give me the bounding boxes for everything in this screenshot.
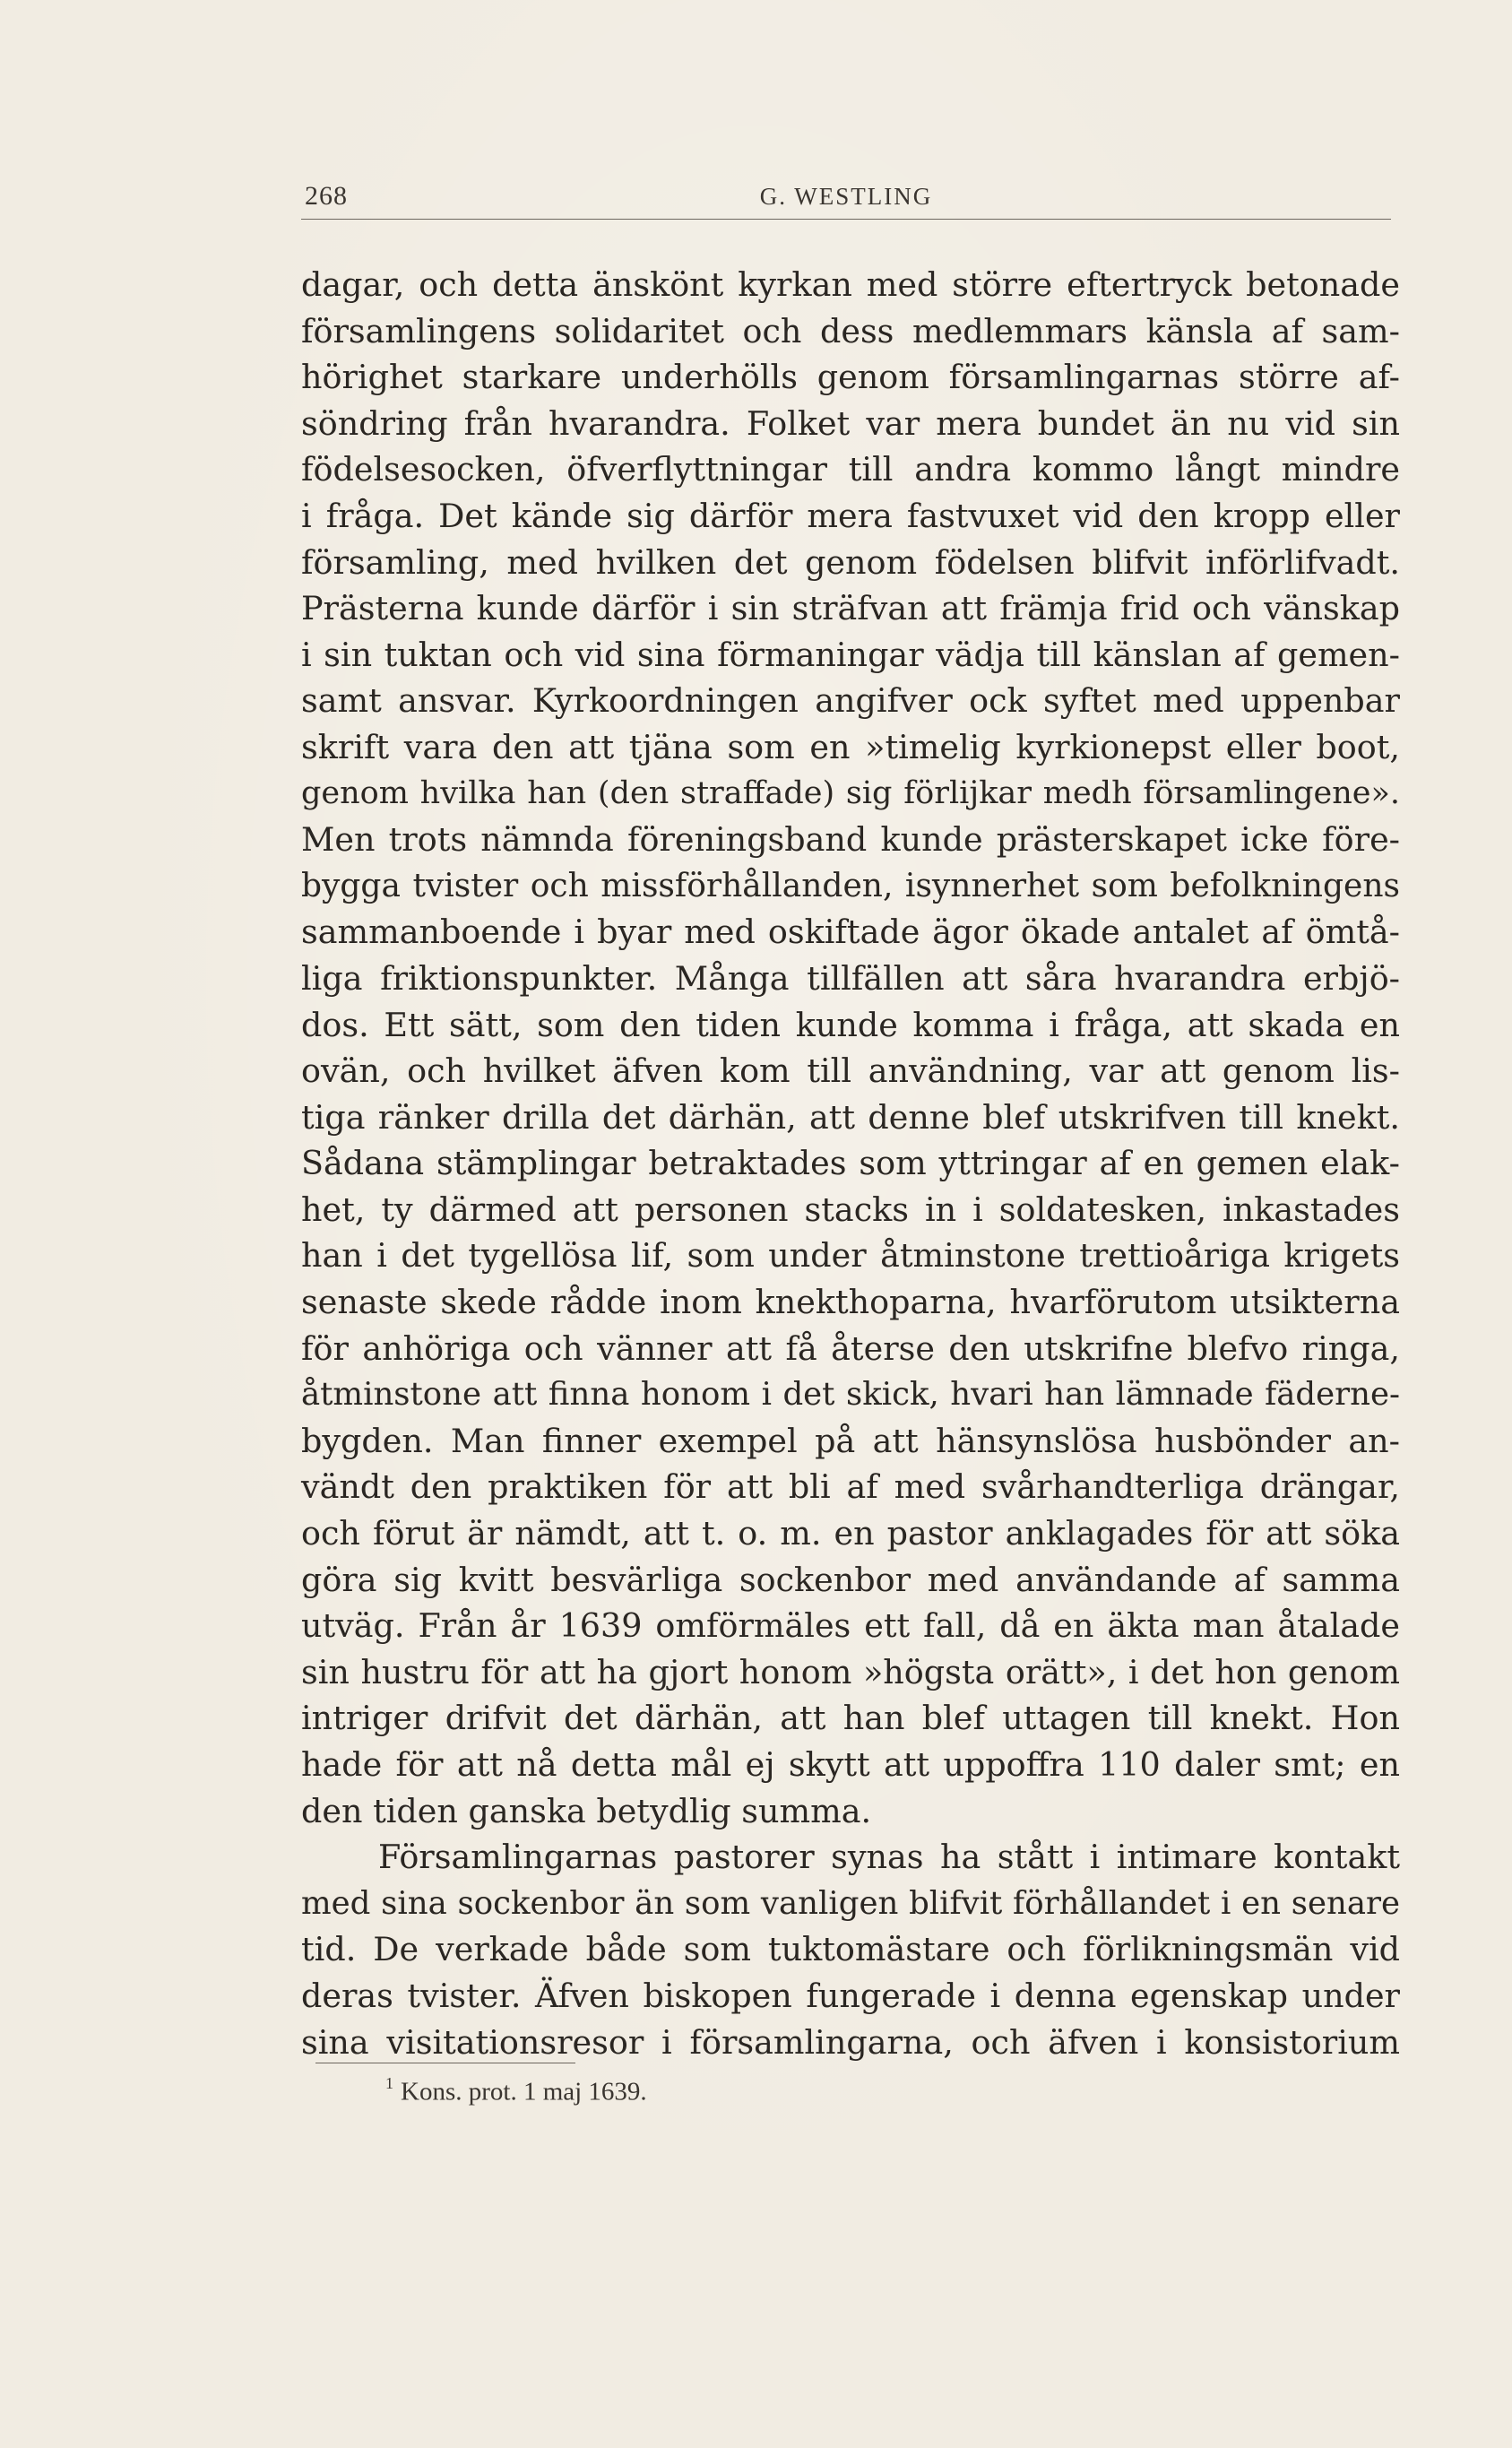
text-line: åtminstone att finna honom i det skick, hvari han lämnade fäderne- <box>301 1376 1400 1414</box>
text-line: deras tvister. Äfven biskopen fungerade i denna egenskap under <box>301 1976 1400 2015</box>
text-line: hörighet starkare underhölls genom församlingarnas större af- <box>301 358 1400 397</box>
text-line: tiga ränker drilla det därhän, att denne blef utskrifven till knekt. <box>301 1097 1400 1137</box>
text-line: het, ty därmed att personen stacks in i soldatesken, inkastades <box>301 1189 1400 1229</box>
text-line: församlingens solidaritet och dess medlemmars känsla af sam- <box>301 311 1400 350</box>
page-header <box>301 177 1391 220</box>
text-line: dagar, och detta änskönt kyrkan med större eftertryck betonade <box>301 265 1400 304</box>
text-line: vändt den praktiken för att bli af med svårhandterliga drängar, <box>301 1467 1400 1507</box>
text-line: skrift vara den att tjäna som en »timelig kyrkionepst eller boot, <box>301 727 1400 766</box>
text-line: sin hustru för att ha gjort honom »högsta orätt», i det hon genom <box>301 1652 1400 1691</box>
page-number: 268 <box>305 181 348 211</box>
text-line: liga friktionspunkter. Många tillfällen att såra hvarandra erbjö- <box>301 958 1400 998</box>
text-line: med sina sockenbor än som vanligen blifvit förhållandet i en senare <box>301 1884 1400 1922</box>
text-line: intriger drifvit det därhän, att han blef uttagen till knekt. Hon <box>301 1699 1400 1738</box>
footnote-marker: 1 <box>385 2074 393 2092</box>
text-line: bygden. Man finner exempel på att hänsynslösa husbönder an- <box>301 1421 1400 1460</box>
text-line: hade för att nå detta mål ej skytt att uppoffra 110 daler smt; en <box>301 1745 1400 1784</box>
text-line: samt ansvar. Kyrkoordningen angifver ock syftet med uppenbar <box>301 681 1400 721</box>
text-line: bygga tvister och missförhållanden, isynnerhet som befolkningens <box>301 867 1400 904</box>
text-line: utväg. Från år 1639 omförmäles ett fall, då en äkta man åtalade <box>301 1606 1400 1646</box>
running-head: G. WESTLING <box>759 183 933 210</box>
text-line: han i det tygellösa lif, som under åtminstone trettioåriga krigets <box>301 1236 1400 1276</box>
text-line: Församlingarnas pastorer synas ha stått i intimare kontakt <box>378 1838 1400 1877</box>
body-text <box>301 262 1400 2065</box>
text-line: ovän, och hvilket äfven kom till användning, var att genom lis- <box>301 1051 1400 1091</box>
text-line: Prästerna kunde därför i sin sträfvan att främja frid och vänskap <box>301 589 1400 628</box>
text-line: och förut är nämdt, att t. o. m. en pastor anklagades för att söka <box>301 1514 1400 1553</box>
text-line: församling, med hvilken det genom födelsen blifvit införlifvadt. <box>301 542 1400 582</box>
text-line: senaste skede rådde inom knekthoparna, hvarförutom utsikterna <box>301 1283 1400 1322</box>
text-line: söndring från hvarandra. Folket var mera bundet än nu vid sin <box>301 403 1400 443</box>
footnote-text: Kons. prot. 1 maj 1639. <box>401 2077 647 2106</box>
text-line: göra sig kvitt besvärliga sockenbor med användande af samma <box>301 1560 1400 1599</box>
footnote <box>385 2067 647 2110</box>
text-line: dos. Ett sätt, som den tiden kunde komma i fråga, att skada en <box>301 1005 1400 1044</box>
text-line: födelsesocken, öfverflyttningar till andra kommo långt mindre <box>301 450 1400 489</box>
text-line: i sin tuktan och vid sina förmaningar vädja till känslan af gemen- <box>301 635 1400 674</box>
text-line: sammanboende i byar med oskiftade ägor ökade antalet af ömtå- <box>301 913 1400 952</box>
text-line: Sådana stämplingar betraktades som yttringar af en gemen elak- <box>301 1144 1400 1183</box>
text-line: sina visitationsresor i församlingarna, och äfven i konsistorium <box>301 2022 1400 2062</box>
text-line: i fråga. Det kände sig därför mera fastvuxet vid den kropp eller <box>301 496 1400 535</box>
text-line: för anhöriga och vänner att få återse den utskrifne blefvo ringa, <box>301 1328 1400 1368</box>
text-line: genom hvilka han (den straffade) sig förlijkar medh församlingene». <box>301 774 1400 811</box>
text-line: den tiden ganska betydlig summa. <box>301 1791 872 1830</box>
text-line: Men trots nämnda föreningsband kunde prästerskapet icke före- <box>301 820 1400 860</box>
text-line: tid. De verkade både som tuktomästare och förlikningsmän vid <box>301 1930 1400 1969</box>
